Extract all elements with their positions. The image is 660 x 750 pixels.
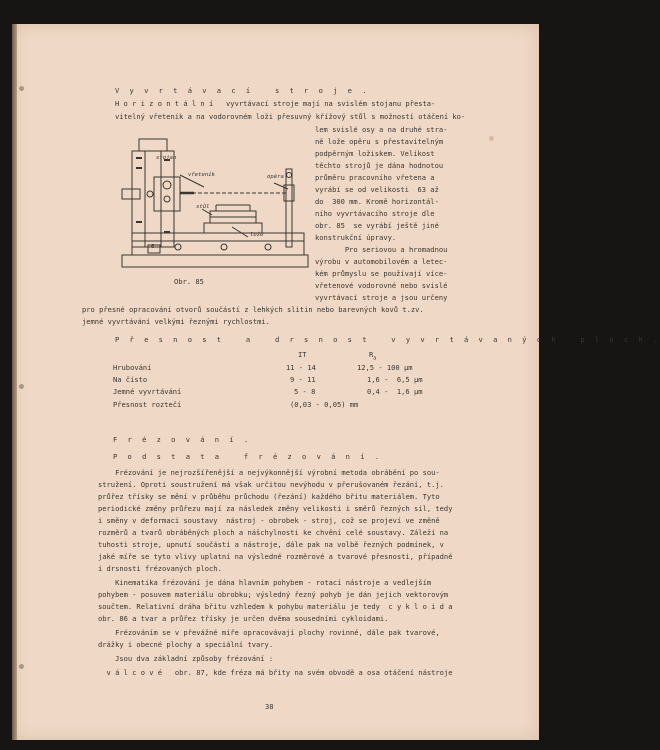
table-row-r: 0,4 - 1,6 μm — [367, 387, 423, 396]
text-line: v á l c o v é obr. 87, kde fréza má břity na svém obvodě a osa otáčení nástroje — [98, 668, 453, 677]
table-row-it: (0,03 - 0,05) mm — [290, 400, 359, 409]
text-line: součtem. Relativní dráha břitu vzhledem k pohybu materiálu je tedy c y k l o i d a — [98, 602, 453, 611]
table-row-r: 12,5 - 100 μm — [357, 363, 413, 372]
label-opera: opěra — [267, 174, 284, 180]
table-row-it: 9 - 11 — [290, 375, 316, 384]
text-line: vyvrtávací stroje a jsou určeny — [315, 293, 448, 302]
text-line: rozměrů a tvarů obráběných ploch a nášchylnosti ke chvění celé soustavy. Záleží na — [98, 528, 449, 537]
text-line: i drsnosti frézovaných ploch. — [98, 564, 222, 573]
table-row-label: Jemné vyvrtávání — [113, 387, 182, 396]
text-line: Frézováním se v převážné míře opracovávají plochy rovinné, dále pak tvarové, — [98, 628, 440, 637]
table-row-label: Přesnost roztečí — [113, 400, 182, 409]
text-line: průměru pracovního vřetena a — [315, 173, 435, 182]
label-number: 6 — [151, 244, 155, 250]
binding-hole — [19, 384, 24, 389]
text-line: pohybem - posuvem materiálu obrobku; výsledný řezný pohyb je dán jejich vektorovým — [98, 590, 449, 599]
text-line: podpěrným ložiskem. Velikost — [315, 149, 435, 158]
text-line: periodické změny průřezu mají za následek změny velikosti i směrů řezných sil, tedy — [98, 504, 453, 513]
book-page — [12, 24, 660, 740]
col-header-it: IT — [298, 350, 307, 359]
text-line: lem svislé osy a na druhé stra- — [315, 125, 448, 134]
col-header-r-main: R — [369, 350, 374, 359]
paper-spot — [489, 136, 494, 141]
text-line: Frézování je nejrozšířenější a nejvýkonnější výrobní metoda obrábění po sou- — [98, 468, 440, 477]
binding-hole — [19, 86, 24, 91]
text-line: těchto strojů je dána hodnotou — [315, 161, 444, 170]
text-line: ního vyvrtávacího stroje dle — [315, 209, 435, 218]
text-line: ně lože opěru s přestavitelným — [315, 137, 444, 146]
heading-frezovani: F r é z o v á n í . — [113, 435, 252, 444]
text-line: tuhosti stroje, upnutí součásti a nástroje, dále pak na volbě řezných podmínek, v — [98, 540, 444, 549]
table-row-r: 1,6 - 6,5 μm — [367, 375, 423, 384]
text-line: pro přesné opracování otvorů součástí z lehkých slitin nebo barevných kovů t.zv. — [82, 305, 424, 314]
machine-drawing — [112, 131, 312, 286]
col-header-r-sub: a — [373, 355, 377, 362]
col-header-r — [369, 351, 376, 361]
page-binding-edge — [12, 24, 17, 740]
text-line: Pro seriovou a hromadnou — [315, 245, 448, 254]
text-line: vitelný vřeteník a na vodorovném loži přesuvný křížový stůl s možností otáčení ko- — [115, 112, 466, 121]
table-row-it: 5 - 8 — [294, 387, 316, 396]
text-line: stružení. Oproti soustružení má však určitou nevýhodu v přerušovaném řezání, t.j. — [98, 480, 444, 489]
text-line: jaké míře se tyto vlivy uplatní na výsledné rozměrové a tvarové přesnosti, případně — [98, 552, 453, 561]
text-line: vyrábí se od velikosti 63 až — [315, 185, 439, 194]
heading-presnost-drsnost: P ř e s n o s t a d r s n o s t v y v r t á v a n ý c h p l o c h . — [115, 335, 660, 344]
heading-vyvrtavaci-stroje: V y v r t á v a c í s t r o j e . — [115, 86, 370, 95]
label-vretenik: vřeteník — [188, 172, 215, 178]
label-loze: lože — [250, 232, 264, 238]
text-line: průřez třísky se mění v průběhu průchodu (řezání) každého břitu materiálem. Tyto — [98, 492, 440, 501]
text-line: obr. 85 se vyrábí ještě jiné — [315, 221, 439, 230]
label-stul: stůl — [196, 204, 210, 210]
text-line: konstrukční úpravy. — [315, 233, 397, 242]
text-line: drážky i obecné plochy a speciální tvary. — [98, 640, 274, 649]
text-line: obr. 86 a tvar a průřez třísky je určen dvěma sousedními cykloidami. — [98, 614, 389, 623]
text-line: kém průmyslu se používají více- — [315, 269, 448, 278]
table-row-it: 11 - 14 — [286, 363, 316, 372]
figure-horizontal-boring-machine — [112, 131, 312, 286]
binding-hole — [19, 664, 24, 669]
text-line: H o r i z o n t á l n í vyvrtávací stroje mají na svislém stojanu přesta- — [115, 99, 436, 108]
text-line: do 300 mm. Kromě horizontál- — [315, 197, 439, 206]
text-line: i směny v deformaci soustavy nástroj - obrobek - stroj, což se projeví ve změně — [98, 516, 440, 525]
text-line: jemné vyvrtávání velkými řeznými rychlostmi. — [82, 317, 270, 326]
table-row-label: Na čisto — [113, 375, 148, 384]
label-stojan: stojan — [156, 155, 177, 161]
text-line: Kinematika frézování je dána hlavním pohybem - rotací nástroje a vedlejším — [98, 578, 432, 587]
text-line: Jsou dva základní způsoby frézování : — [98, 654, 274, 663]
text-line: vřetenové vodorovné nebo svislé — [315, 281, 448, 290]
figure-caption: Obr. 85 — [174, 277, 204, 286]
page-number: 38 — [265, 702, 274, 711]
heading-podstata-frezovani: P o d s t a t a f r é z o v á n í . — [113, 452, 383, 461]
table-row-label: Hrubování — [113, 363, 152, 372]
text-line: výrobu v automobilovém a letec- — [315, 257, 448, 266]
